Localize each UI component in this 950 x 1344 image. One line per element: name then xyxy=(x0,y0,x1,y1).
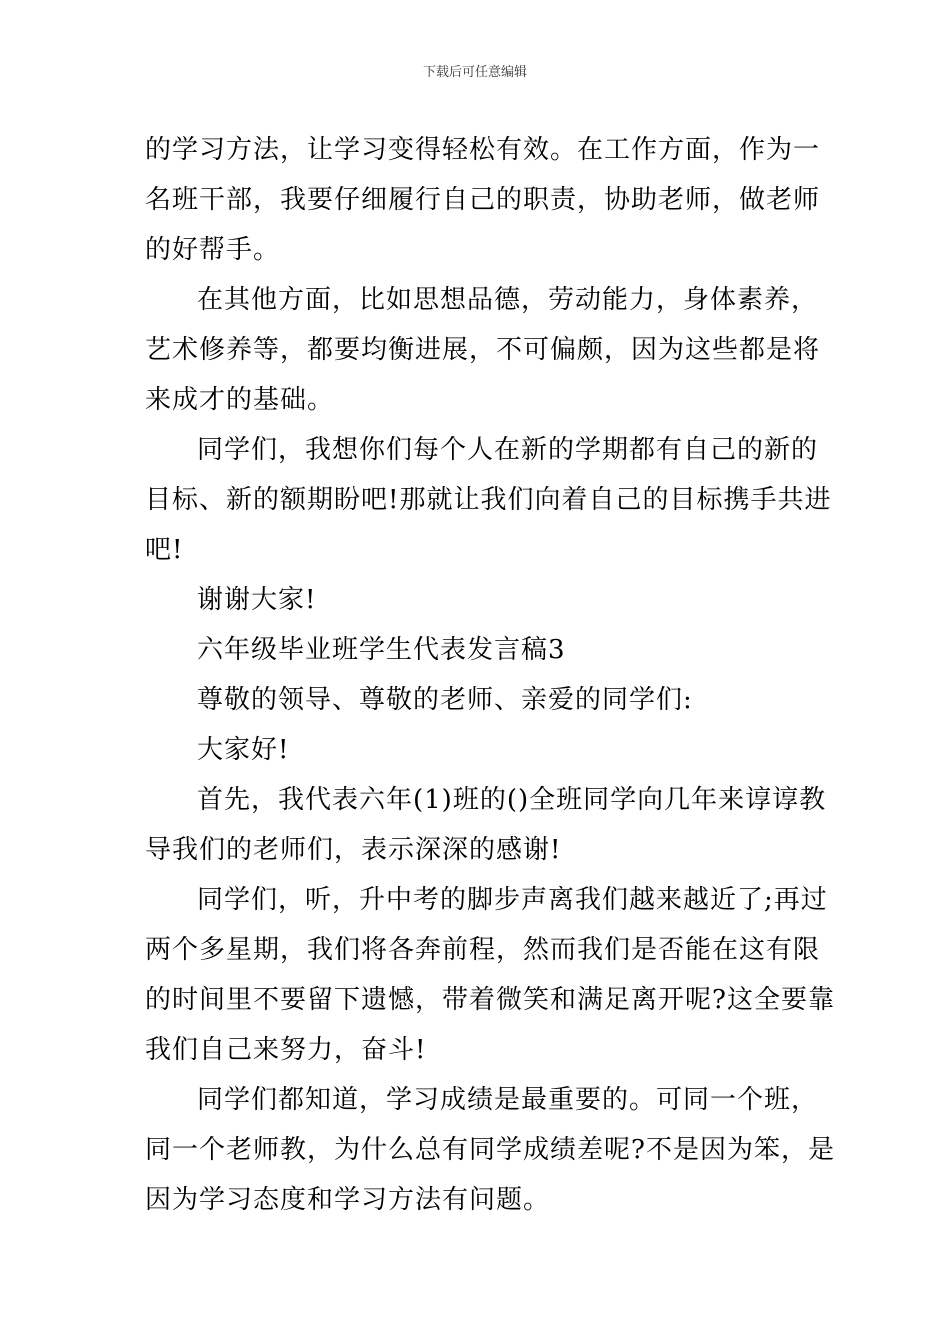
text-line: 大家好! xyxy=(197,735,290,765)
text-line: 的学习方法，让学习变得轻松有效。在工作方面，作为一 xyxy=(145,135,821,165)
text-line: 两个多星期，我们将各奔前程，然而我们是否能在这有限 xyxy=(145,935,821,965)
text-line: 在其他方面，比如思想品德，劳动能力，身体素养， xyxy=(197,285,819,315)
paragraph xyxy=(145,425,832,575)
paragraph xyxy=(145,125,821,275)
paragraph xyxy=(145,625,810,675)
text-line: 的好帮手。 xyxy=(145,235,281,265)
text-line: 来成才的基础。 xyxy=(145,385,335,415)
text-line: 因为学习态度和学习方法有问题。 xyxy=(145,1185,551,1215)
text-line: 谢谢大家! xyxy=(197,585,317,615)
text-line: 吧! xyxy=(145,535,184,565)
paragraph xyxy=(145,775,827,875)
paragraph xyxy=(145,1075,835,1225)
text-line: 同学们都知道，学习成绩是最重要的。可同一个班， xyxy=(197,1085,819,1115)
paragraph xyxy=(145,275,821,425)
text-line: 目标、新的额期盼吧!那就让我们向着自己的目标携手共进 xyxy=(145,485,832,515)
text-line: 同学们，我想你们每个人在新的学期都有自己的新的 xyxy=(197,435,819,465)
text-line: 首先，我代表六年(1)班的()全班同学向几年来谆谆教 xyxy=(197,785,827,815)
text-line: 我们自己来努力，奋斗! xyxy=(145,1035,427,1065)
paragraph xyxy=(145,875,835,1075)
text-line: 尊敬的领导、尊敬的老师、亲爱的同学们: xyxy=(197,685,693,715)
text-line: 艺术修养等，都要均衡进展，不可偏颇，因为这些都是将 xyxy=(145,335,821,365)
paragraph xyxy=(145,575,810,625)
paragraph xyxy=(145,725,810,775)
text-line: 导我们的老师们，表示深深的感谢! xyxy=(145,835,562,865)
text-line: 同一个老师教，为什么总有同学成绩差呢?不是因为笨，是 xyxy=(145,1135,835,1165)
text-line: 六年级毕业班学生代表发言稿3 xyxy=(197,635,566,665)
page-header: 下载后可任意编辑 xyxy=(422,65,527,80)
text-line: 的时间里不要留下遗憾，带着微笑和满足离开呢?这全要靠 xyxy=(145,985,835,1015)
paragraph xyxy=(145,675,810,725)
text-line: 同学们，听，升中考的脚步声离我们越来越近了;再过 xyxy=(197,885,828,915)
document-body xyxy=(145,125,835,1225)
text-line: 名班干部，我要仔细履行自己的职责，协助老师，做老师 xyxy=(145,185,821,215)
